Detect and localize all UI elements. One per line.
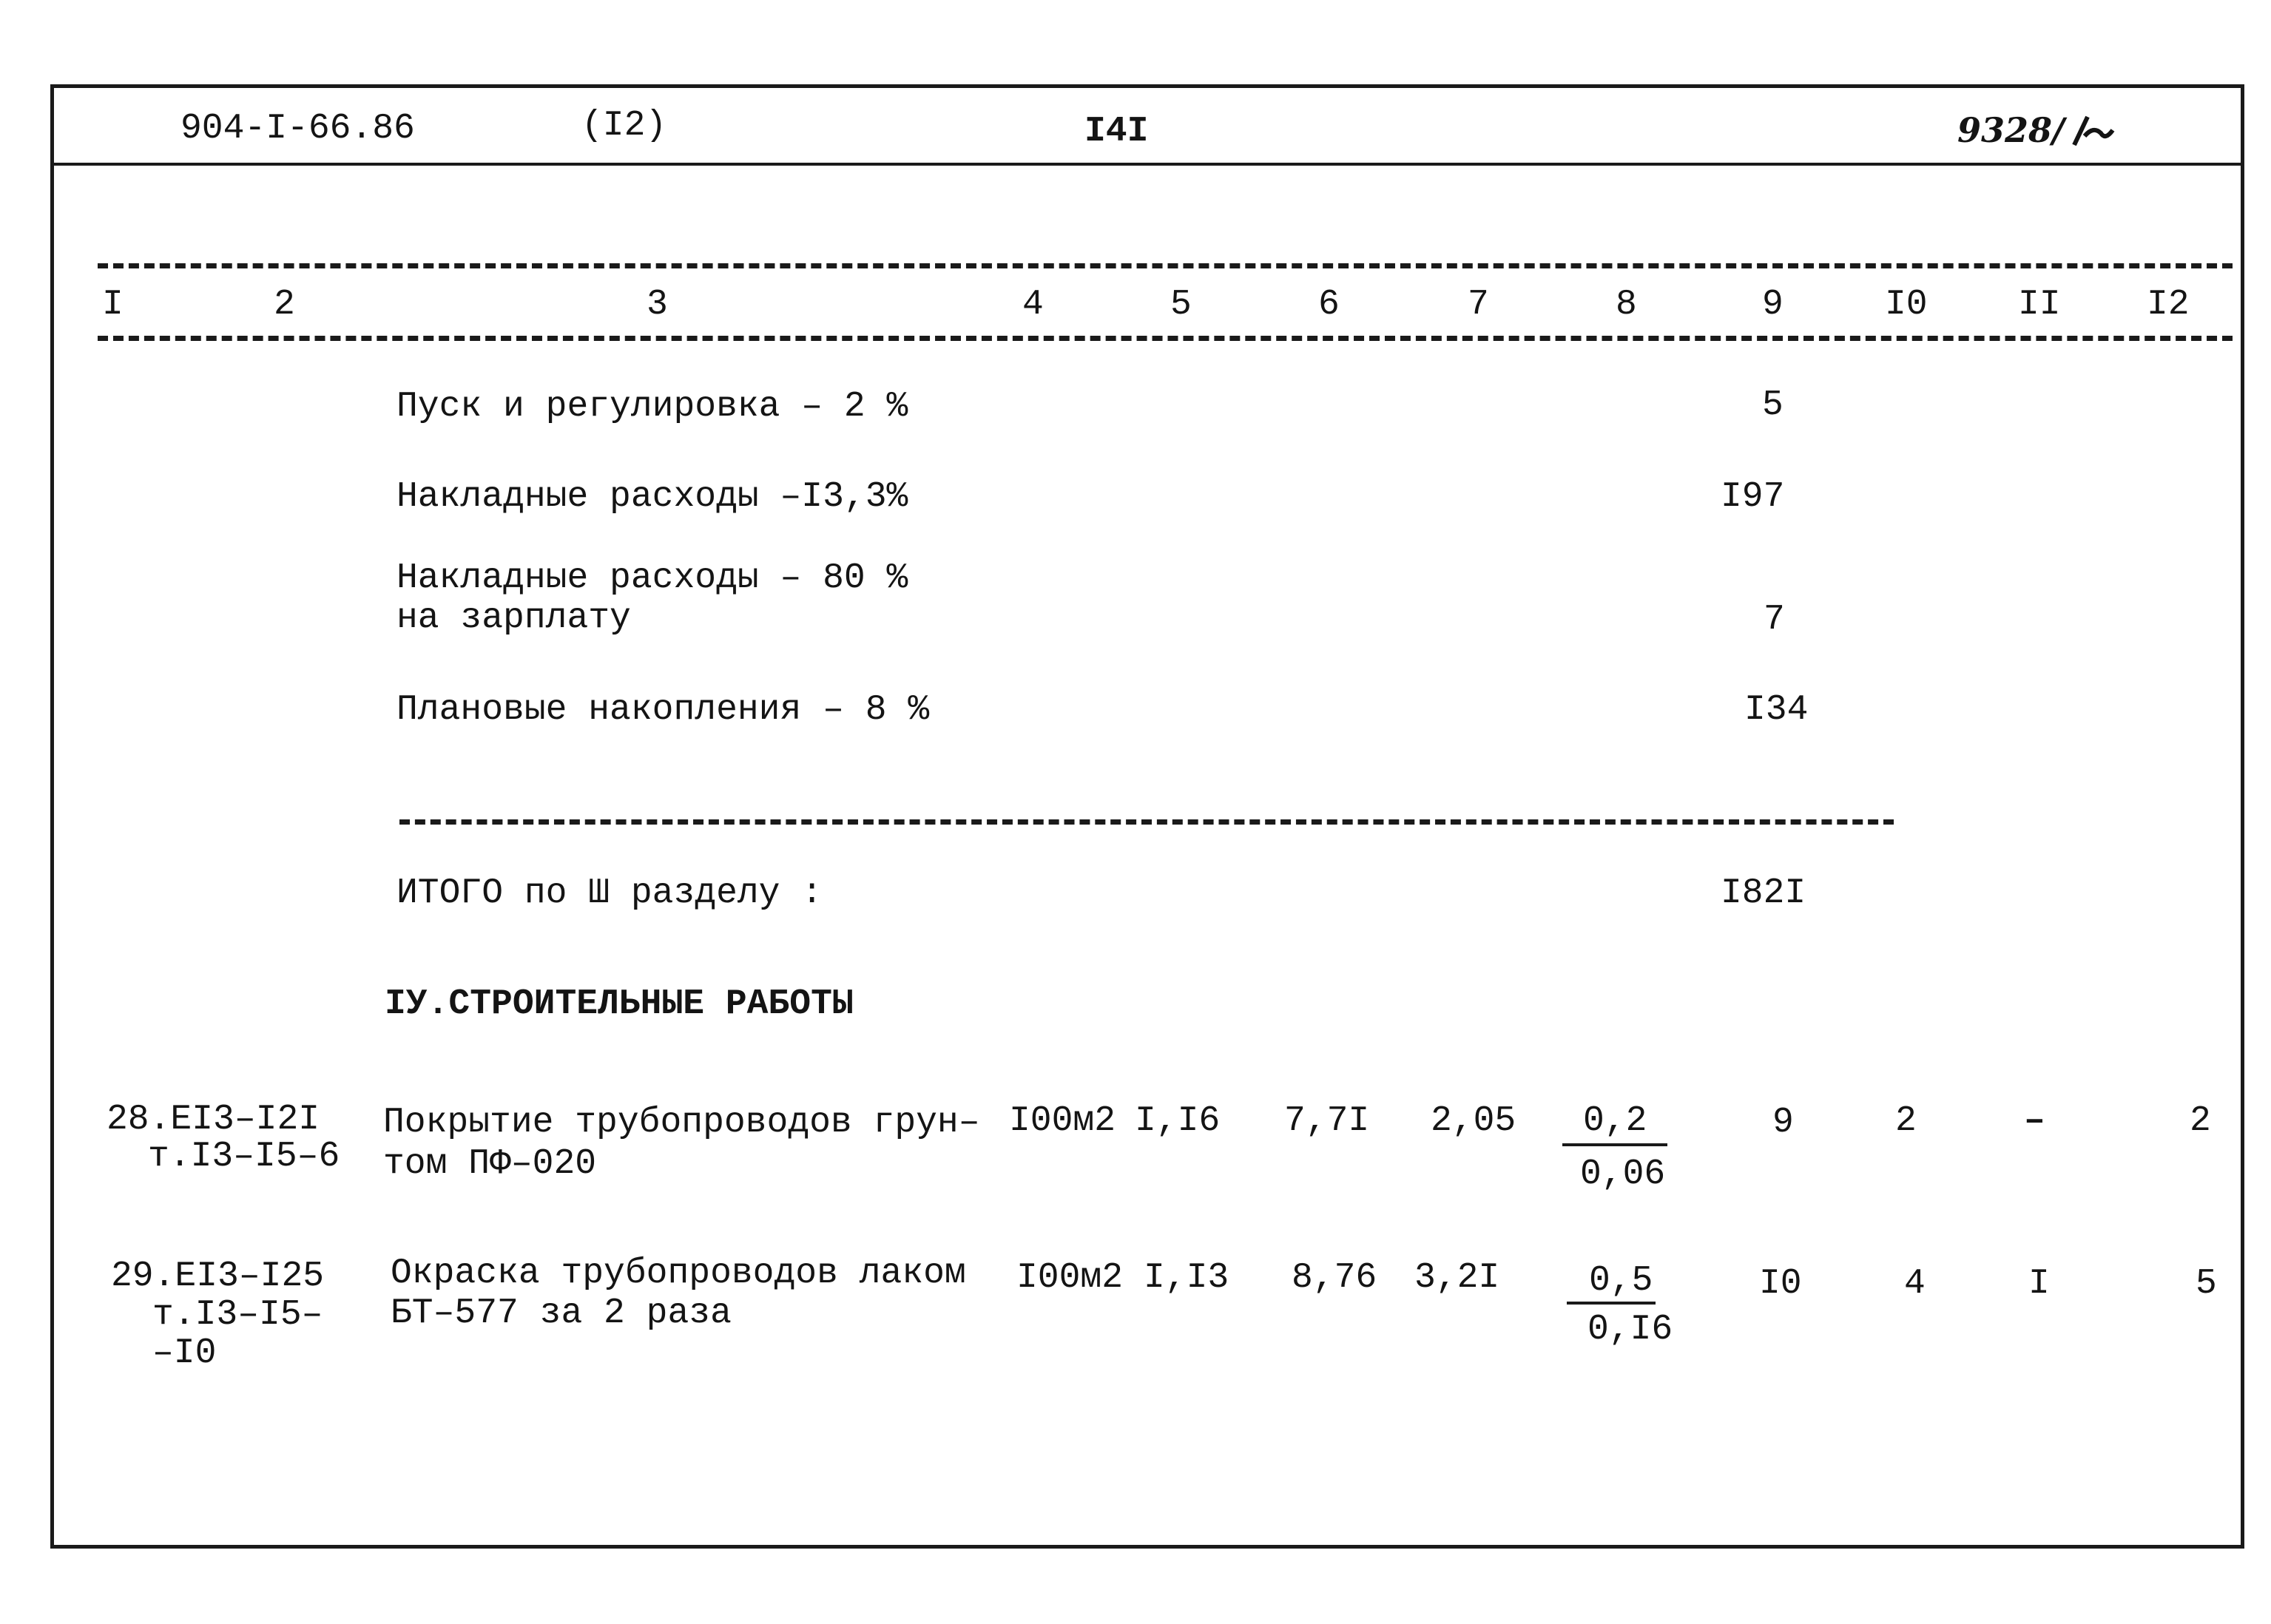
summary-label-overhead: Накладные расходы –I3,3% (397, 477, 908, 517)
row-29-quantity: I,I3 (1144, 1258, 1229, 1298)
section-title: IУ.СТРОИТЕЛЬНЫЕ РАБОТЫ (385, 984, 854, 1024)
summary-label-startup: Пуск и регулировка – 2 % (397, 387, 908, 427)
row-29-description: Окраска трубопроводов лаком (391, 1253, 966, 1293)
row-28-col6: 7,7I (1284, 1101, 1370, 1141)
row-28-col8-fraction-line (1562, 1143, 1667, 1146)
doc-code: 904-I-66.86 (180, 109, 415, 149)
row-28-table-ref: т.I3–I5–6 (148, 1137, 340, 1177)
row-29-description-line2: БТ–577 за 2 раза (391, 1293, 732, 1333)
row-28-col7: 2,05 (1431, 1101, 1516, 1141)
column-number-2: 2 (274, 285, 295, 325)
row-29-col6: 8,76 (1292, 1258, 1377, 1298)
column-number-10: I0 (1885, 285, 1928, 325)
row-28-quantity: I,I6 (1135, 1101, 1221, 1141)
column-number-11: II (2018, 285, 2061, 325)
section-total-label: ИТОГО по Ш разделу : (397, 873, 823, 913)
handwritten-stamp: 9328/ (1957, 110, 2065, 150)
handwritten-stamp-scribble (2071, 111, 2116, 152)
row-28-code: 28.EI3–I2I (107, 1100, 320, 1140)
part-number: (I2) (581, 106, 667, 146)
row-29-table-ref: т.I3–I5– (152, 1295, 323, 1335)
summary-value-planned-savings: I34 (1744, 690, 1809, 730)
row-29-col7: 3,2I (1414, 1258, 1500, 1298)
summary-label-overhead-wages-line2: на зарплату (397, 598, 631, 638)
total-separator-rule (399, 819, 1894, 825)
row-28-col11: – (2024, 1101, 2045, 1141)
summary-value-startup: 5 (1762, 385, 1784, 425)
row-29-col9: I0 (1759, 1264, 1802, 1304)
column-number-3: 3 (647, 285, 668, 325)
column-number-9: 9 (1762, 285, 1784, 325)
row-28-description: Покрытие трубопроводов грун– (383, 1103, 980, 1143)
row-28-col8-top: 0,2 (1583, 1101, 1647, 1141)
row-29-unit: I00м2 (1016, 1258, 1124, 1298)
summary-value-overhead-wages: 7 (1764, 600, 1785, 640)
row-28-unit: I00м2 (1009, 1101, 1116, 1141)
row-28-col12: 2 (2190, 1101, 2211, 1141)
row-29-col8-top: 0,5 (1589, 1261, 1653, 1301)
column-header-bottom-rule (98, 336, 2233, 341)
column-number-4: 4 (1022, 285, 1044, 325)
row-28-col10: 2 (1895, 1101, 1917, 1141)
column-number-7: 7 (1468, 285, 1489, 325)
summary-value-overhead: I97 (1721, 477, 1785, 517)
summary-label-planned-savings: Плановые накопления – 8 % (397, 690, 930, 730)
row-29-col10: 4 (1904, 1264, 1926, 1304)
header-divider (54, 163, 2241, 166)
column-number-12: I2 (2147, 285, 2190, 325)
row-29-col8-bottom: 0,I6 (1587, 1310, 1673, 1350)
row-29-col12: 5 (2196, 1264, 2217, 1304)
column-number-6: 6 (1318, 285, 1340, 325)
row-28-col8-bottom: 0,06 (1580, 1154, 1666, 1194)
column-number-1: I (102, 285, 124, 325)
row-29-col11: I (2028, 1264, 2050, 1304)
column-number-8: 8 (1616, 285, 1637, 325)
row-28-col9: 9 (1772, 1103, 1794, 1143)
column-number-5: 5 (1170, 285, 1192, 325)
page-number: I4I (1084, 112, 1149, 152)
row-28-description-line2: том ПФ–020 (383, 1144, 597, 1184)
column-header-top-rule (98, 263, 2233, 268)
section-total-value: I82I (1721, 873, 1806, 913)
row-29-table-ref-line3: –I0 (152, 1333, 217, 1373)
row-29-code: 29.EI3–I25 (111, 1256, 325, 1296)
summary-label-overhead-wages: Накладные расходы – 80 % (397, 558, 908, 598)
row-29-col8-fraction-line (1567, 1302, 1656, 1305)
